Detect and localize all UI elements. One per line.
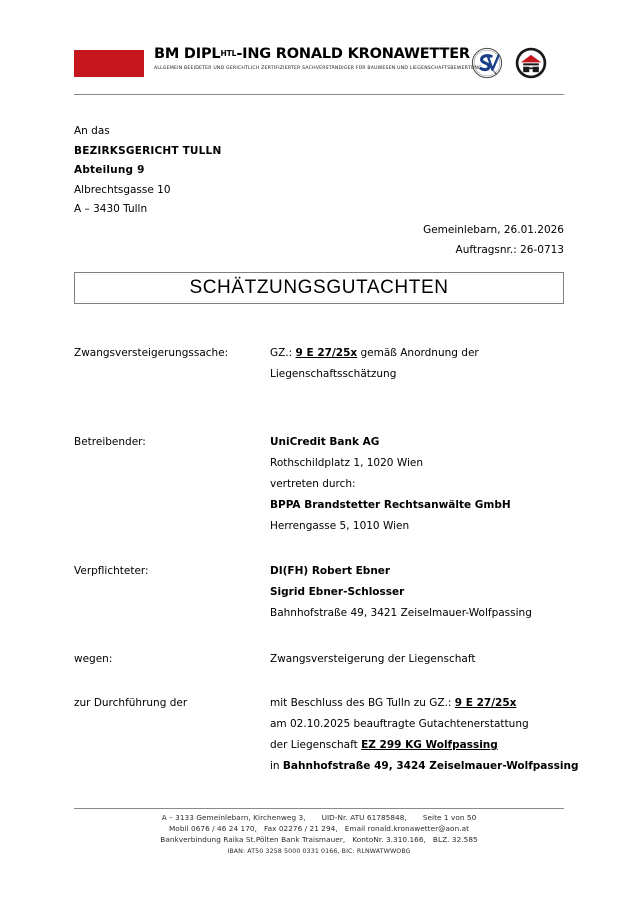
row-reason-label: wegen: [74,653,113,665]
addressee-line-1: An das [74,125,110,137]
brand-red-block [74,50,144,77]
spacer [74,385,569,432]
creditor-address: Rothschildplatz 1, 1020 Wien [270,457,423,469]
footer-line-2 [74,823,564,834]
gz-prefix: GZ.: [270,347,296,359]
row-debtor-content [270,561,569,624]
place-and-date: Gemeinlebarn, 26.01.2026 [423,224,564,236]
execution-gz-prefix: mit Beschluss des BG Tulln zu GZ.: [270,697,455,709]
firm-name-part2: -ING RONALD KRONAWETTER [236,46,470,62]
document-body [74,343,579,777]
footer-mobile: Mobil 0676 / 46 24 170, [168,824,257,834]
footer-address: A – 3133 Gemeinlebarn, Kirchenweg 3, [161,813,306,822]
row-execution-content [270,693,579,777]
debtor-address: Bahnhofstraße 49, 3421 Zeiselmauer-Wolfpassing [270,607,532,619]
letterhead [74,44,564,92]
order-number: Auftragsnr.: 26-0713 [455,244,564,256]
creditor-represented-by-label: vertreten durch: [270,478,356,490]
page-title: SCHÄTZUNGSGUTACHTEN [189,277,449,298]
footer-page-number: Seite 1 von 50 [422,813,477,822]
footer-blz: BLZ. 32.585 [432,835,478,845]
row-execution-label: zur Durchführung der [74,697,188,709]
sv-seal-icon [470,46,504,80]
execution-gz-value: 9 E 27/25x [454,697,517,709]
row-execution [74,693,579,777]
addressee-department: Abteilung 9 [74,164,145,176]
creditor-representative-name: BPPA Brandstetter Rechtsanwälte GmbH [270,499,511,511]
property-prefix: der Liegenschaft [270,739,362,751]
footer-iban: IBAN: AT50 3258 5000 0331 0166, BIC: RLNWATWWOBG [227,847,411,855]
execution-line-2: am 02.10.2025 beauftragte Gutachtenerstattung [270,718,529,730]
addressee-block [74,122,394,220]
creditor-name: UniCredit Bank AG [270,436,380,448]
firm-name [154,46,470,62]
addressee-city: A – 3430 Tulln [74,203,148,215]
row-case-line-1 [270,343,569,364]
row-debtor [74,561,569,624]
row-creditor [74,432,569,537]
row-reason-content [270,649,569,670]
document-meta [264,220,564,260]
footer-bank: Bankverbindung Raika St.Pölten Bank Traismauer, [160,835,346,845]
addressee-street: Albrechtsgasse 10 [74,183,171,196]
header-divider [74,94,564,95]
execution-line-3 [270,735,579,756]
execution-line-1 [270,693,579,714]
row-reason [74,649,569,670]
spacer [74,670,569,693]
property-address-prefix: in [270,760,283,772]
row-creditor-label: Betreibender: [74,436,146,448]
addressee-court-name: BEZIRKSGERICHT TULLN [74,144,222,157]
firm-name-superscript: HTL [220,49,237,58]
debtor-name-1: DI(FH) Robert Ebner [270,565,391,577]
reason-text: Zwangsversteigerung der Liegenschaft [270,653,476,665]
gz-value: 9 E 27/25x [295,347,358,359]
spacer [74,537,569,561]
footer-account-number: KontoNr. 3.310.166, [352,835,426,845]
row-case-line-2: Liegenschaftsschätzung [270,368,397,380]
row-debtor-label: Verpflichteter: [74,565,149,577]
property-address-value: Bahnhofstraße 49, 3424 Zeiselmauer-Wolfpassing [282,760,579,772]
creditor-representative-address: Herrengasse 5, 1010 Wien [270,520,410,532]
footer-divider [74,808,564,809]
row-case-label: Zwangsversteigerungssache: [74,347,229,359]
footer-email: Email ronald.kronawetter@aon.at [344,824,470,834]
property-ez-value: EZ 299 KG Wolfpassing [361,739,498,751]
firm-subtitle: ALLGEMEIN BEEIDETER UND GERICHTLICH ZERTIFIZIERTER SACHVERSTÄNDIGER FÜR BAUWESEN UND LIEGENSCHAFTSBEWERTUNG [154,66,482,71]
gz-suffix: gemäß Anordnung der [357,347,479,359]
footer-fax: Fax 02276 / 21 294, [264,824,338,834]
spacer [74,624,569,649]
row-creditor-content [270,432,569,537]
execution-line-4 [270,756,579,777]
page-footer [74,812,564,857]
house-seal-icon [514,46,548,80]
document-title-box [74,272,564,304]
debtor-name-2: Sigrid Ebner-Schlosser [270,586,405,598]
firm-name-part1: BM DIPL [154,46,221,62]
footer-uid: UID-Nr. ATU 61785848, [321,813,407,822]
row-case-content [270,343,569,385]
row-case [74,343,569,385]
footer-line-1 [74,812,564,823]
footer-line-3 [74,834,564,845]
